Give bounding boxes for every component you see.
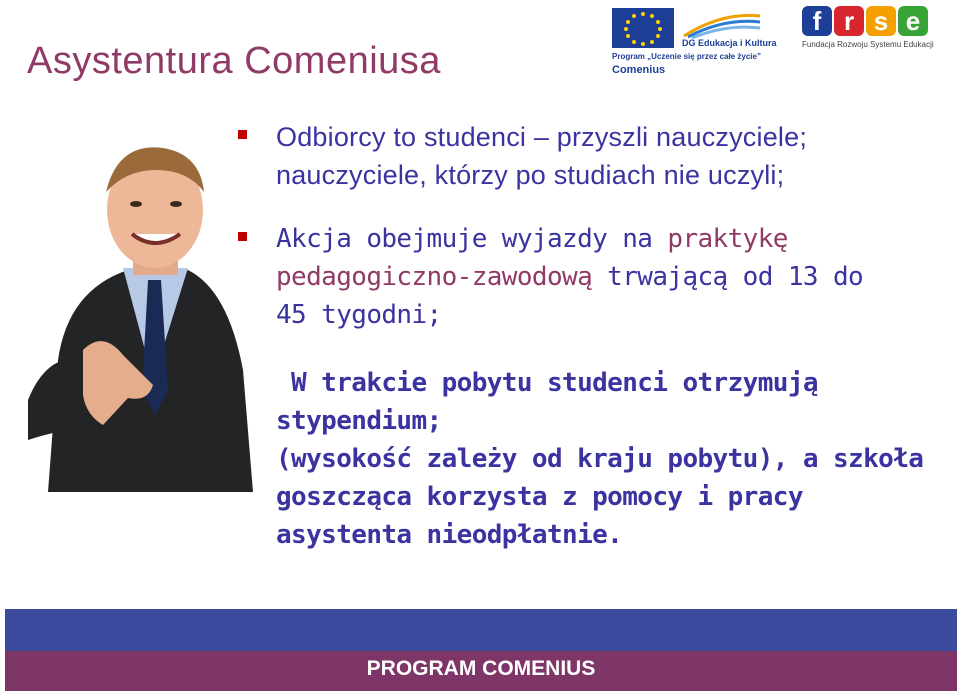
businessman-photo <box>28 140 258 492</box>
frse-logo <box>800 6 950 56</box>
bullet-square-icon <box>238 232 247 241</box>
logo-program-text: Program „Uczenie się przez całe życie” <box>612 52 761 61</box>
bullet-3-line-4: goszcząca korzysta z pomocy i pracy <box>276 482 803 512</box>
bullet-1-line-1: Odbiorcy to studenci – przyszli nauczyciele; <box>276 122 808 152</box>
bullet-3-line-3: (wysokość zależy od kraju pobytu), a szkoła <box>276 444 924 474</box>
footer-label: PROGRAM COMENIUS <box>366 657 596 680</box>
bullet-3-line-5: asystenta nieodpłatnie. <box>276 520 623 550</box>
frse-letter-e: e <box>898 6 928 36</box>
bullet-item-1 <box>236 118 936 194</box>
bullet-1-line-2: nauczyciele, którzy po studiach nie uczyli; <box>276 160 785 190</box>
logo-dg-text: DG Edukacja i Kultura <box>682 38 777 48</box>
bullet-2-text-1: Akcja obejmuje wyjazdy na <box>276 224 668 254</box>
bullet-2-accent-2: pedagogiczno-zawodową <box>276 262 593 292</box>
bullet-2-text-2: trwającą od 13 do <box>592 262 864 292</box>
frse-caption: Fundacja Rozwoju Systemu Edukacji <box>802 40 934 49</box>
llp-swoosh-icon <box>682 10 762 40</box>
frse-letter-f: f <box>802 6 832 36</box>
bullet-item-3 <box>236 364 936 554</box>
frse-letter-s: s <box>866 6 896 36</box>
logo-comenius-text: Comenius <box>612 64 666 76</box>
bullet-2-accent-1: praktykę <box>667 224 788 254</box>
bullet-3-line-2: stypendium; <box>276 406 442 436</box>
bullet-2-line-3: 45 tygodni; <box>276 300 442 330</box>
bullet-square-icon <box>238 130 247 139</box>
frse-letter-r: r <box>834 6 864 36</box>
footer-blue-band <box>5 609 957 651</box>
bullet-item-2 <box>236 220 936 334</box>
bullet-3-line-1: W trakcie pobytu studenci otrzymują <box>276 368 818 398</box>
eu-llp-logo <box>610 6 777 80</box>
eu-flag-icon <box>612 8 674 48</box>
slide-title: Asystentura Comeniusa <box>27 40 441 82</box>
bullet-list <box>236 118 936 554</box>
